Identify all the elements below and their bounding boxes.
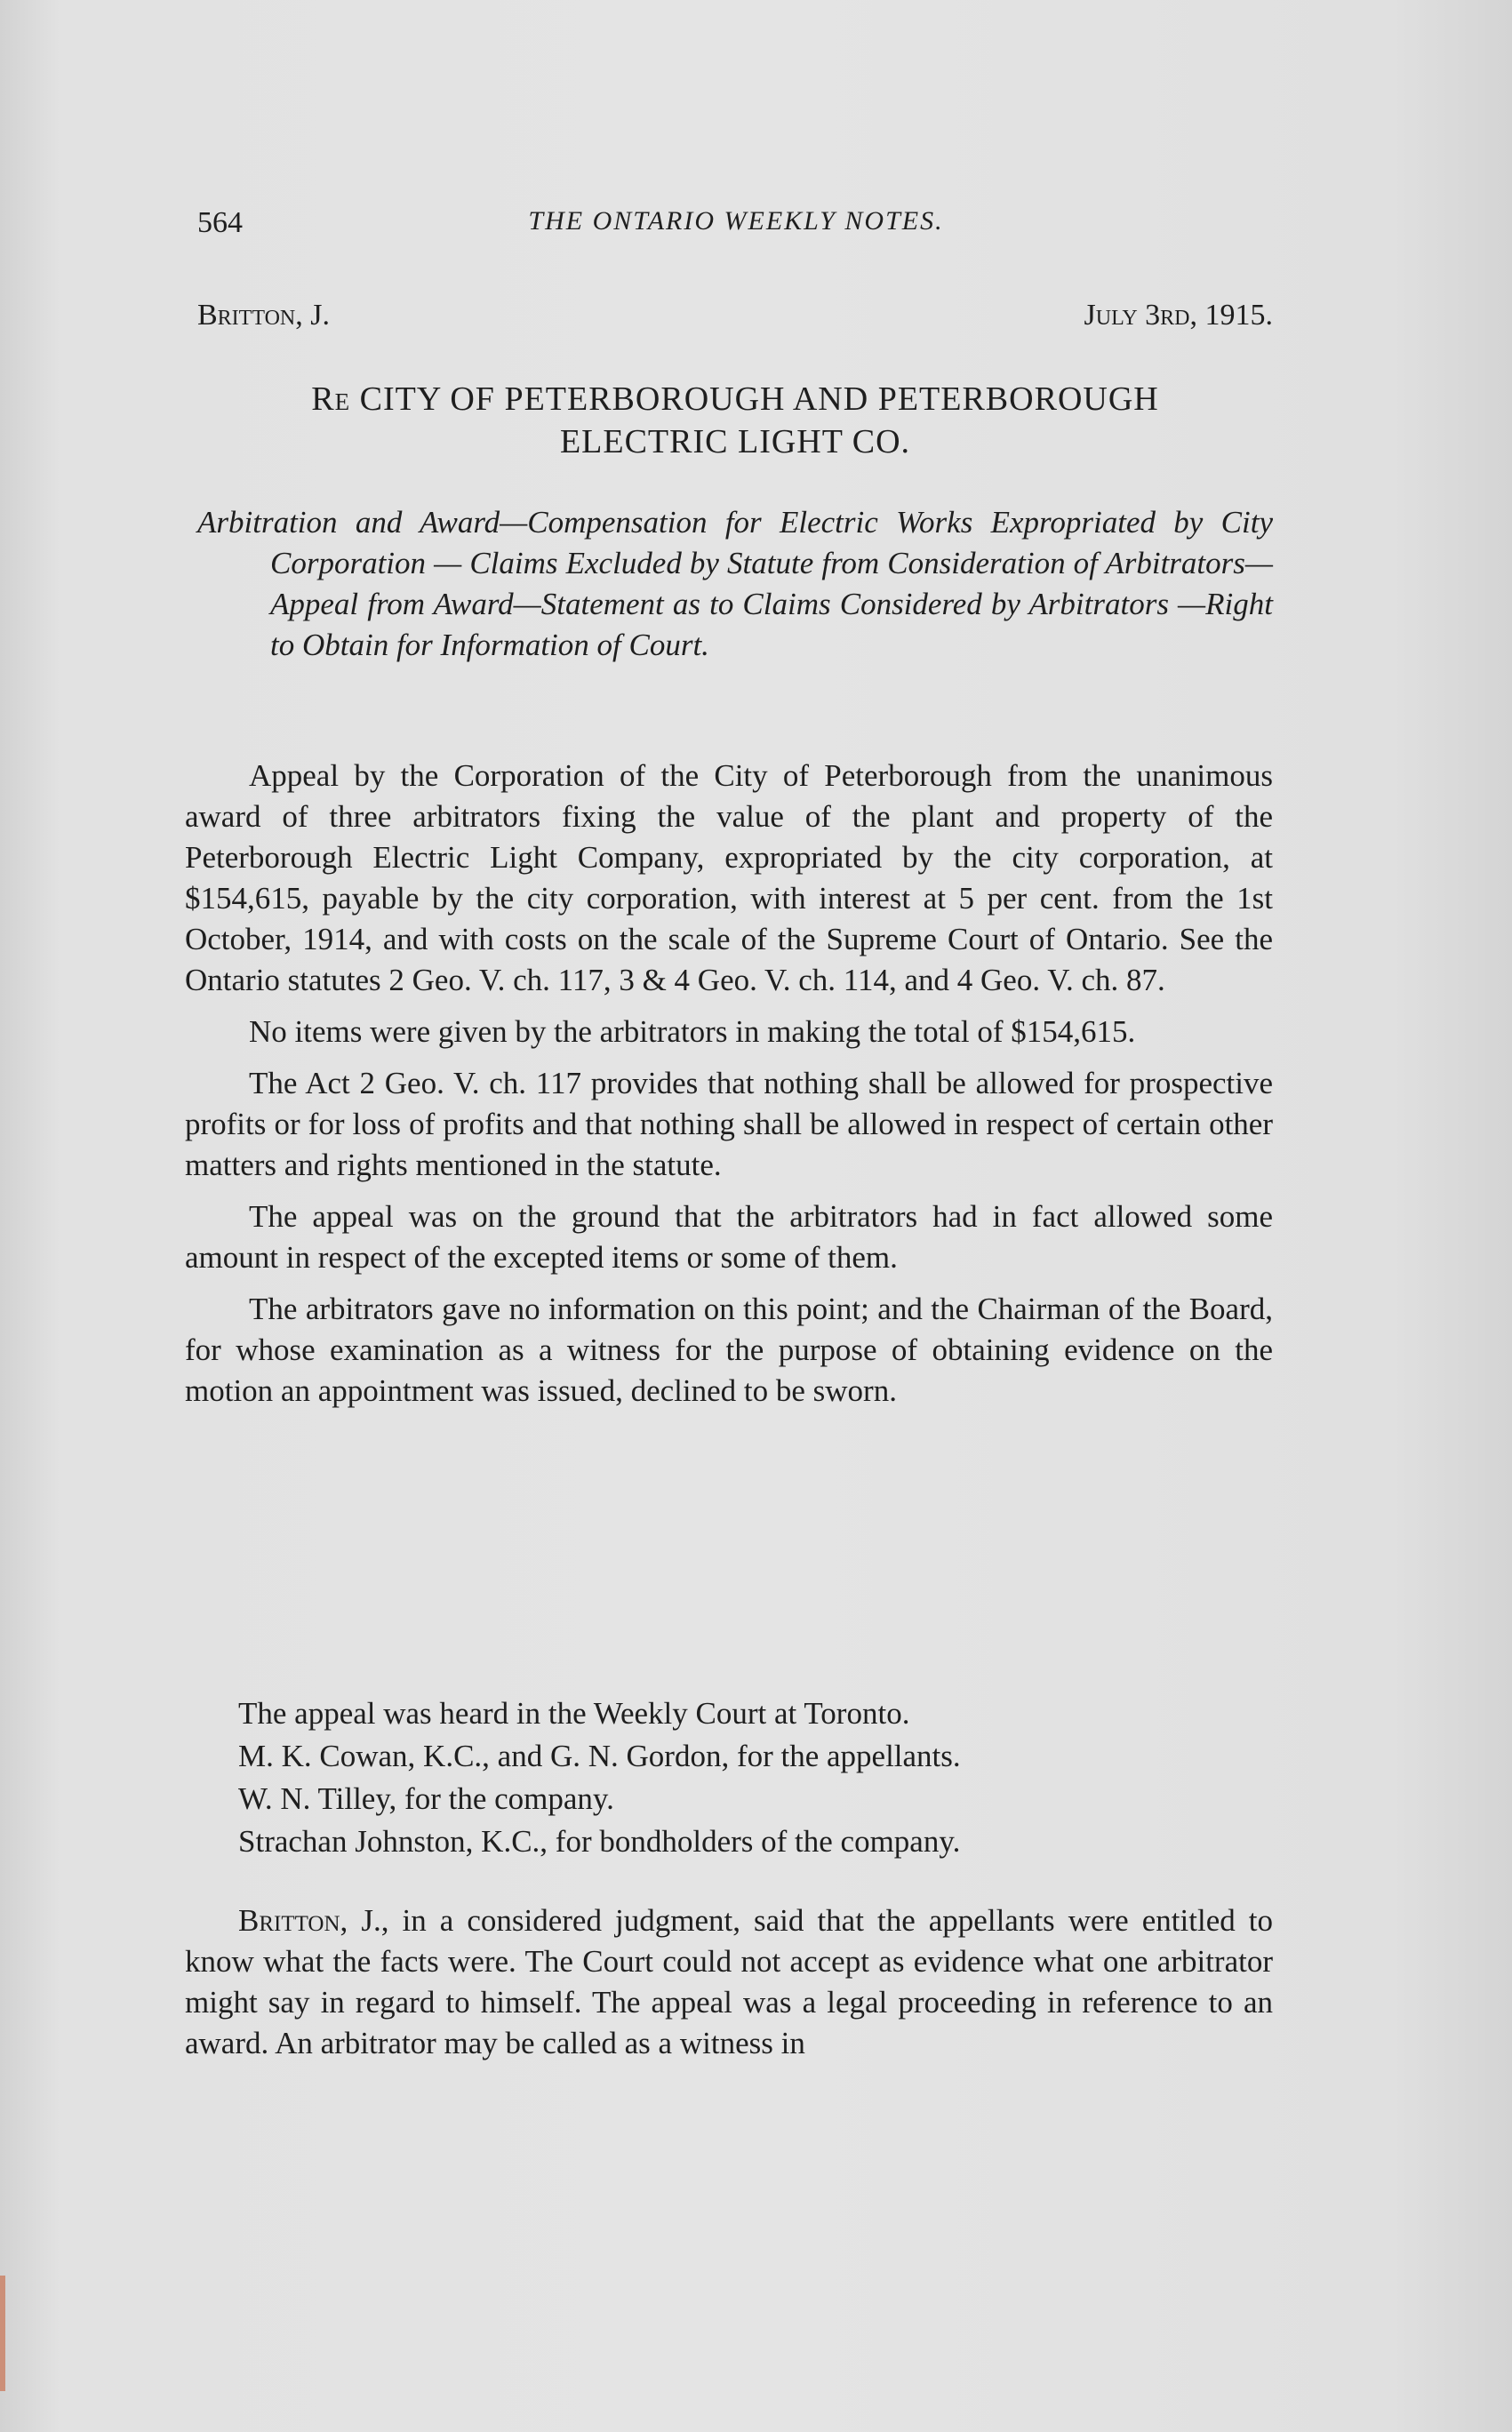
paragraph: The appeal was on the ground that the arbitrators had in fact allowed some amount in respect of the excepted items or some of them. (185, 1199, 1273, 1275)
counsel-line: M. K. Cowan, K.C., and G. N. Gordon, for the appellants. (238, 1739, 961, 1773)
case-title-line-2: ELECTRIC LIGHT CO. (559, 423, 911, 460)
page-edge-stain (0, 2276, 5, 2391)
decision-date: July 3rd, 1915. (1084, 299, 1273, 332)
counsel-list (238, 1692, 1278, 1863)
case-title-prefix: Re (311, 380, 351, 418)
running-head: THE ONTARIO WEEKLY NOTES. (528, 206, 944, 236)
judgment-judge: Britton, J. (238, 1903, 381, 1938)
paragraph: Appeal by the Corporation of the City of Peterborough from the unanimous award of three arbitrators fixing the value of the plant and property of the Peterborough Electric Light Company, expropriated by the city corporation, at $154,615, payable by the city corporation, with interest at 5 per cent. from the 1st October, 1914, and with costs on the scale of the Supreme Court of Ontario. See the Ontario statutes 2 Geo. V. ch. 117, 3 & 4 Geo. V. ch. 114, and 4 Geo. V. ch. 87. (185, 758, 1273, 997)
counsel-line: Strachan Johnston, K.C., for bondholders of the company. (238, 1824, 961, 1859)
headnote: Arbitration and Award—Compensation for Electric Works Expropriated by City Corporation — Claims Excluded by Statute from Consideration of Arbitrators—Appeal from Award—Statement as to Claims Considered by Arbitrators —Right to Obtain for Information of Court. (197, 505, 1273, 662)
case-title-line-1-text: CITY OF PETERBOROUGH AND PETERBOROUGH (359, 380, 1159, 418)
body-text (185, 756, 1273, 1422)
case-title (197, 378, 1273, 463)
counsel-line: W. N. Tilley, for the company. (238, 1781, 614, 1816)
paragraph: The Act 2 Geo. V. ch. 117 provides that nothing shall be allowed for prospective profits or for loss of profits and that nothing shall be allowed in respect of certain other matters and rights mentioned in the statute. (185, 1066, 1273, 1182)
paragraph: The arbitrators gave no information on this point; and the Chairman of the Board, for whose examination as a witness for the purpose of obtaining evidence on the motion an appointment was issued, declined to be sworn. (185, 1292, 1273, 1408)
judgment-paragraph (185, 1900, 1273, 2064)
page-number: 564 (197, 206, 243, 239)
page-header (197, 206, 1275, 251)
counsel-line: The appeal was heard in the Weekly Court at Toronto. (238, 1696, 910, 1731)
judge-name: Britton, J. (197, 299, 330, 332)
judgment-text: , in a considered judgment, said that the appellants were entitled to know what the facts were. The Court could not accept as evidence what one arbitrator might say in regard to himself. The appeal was a legal proceeding in reference to an award. An arbitrator may be called as a witness in (185, 1903, 1273, 2060)
case-title-line-1 (197, 378, 1273, 420)
paragraph: No items were given by the arbitrators in making the total of $154,615. (249, 1014, 1136, 1049)
